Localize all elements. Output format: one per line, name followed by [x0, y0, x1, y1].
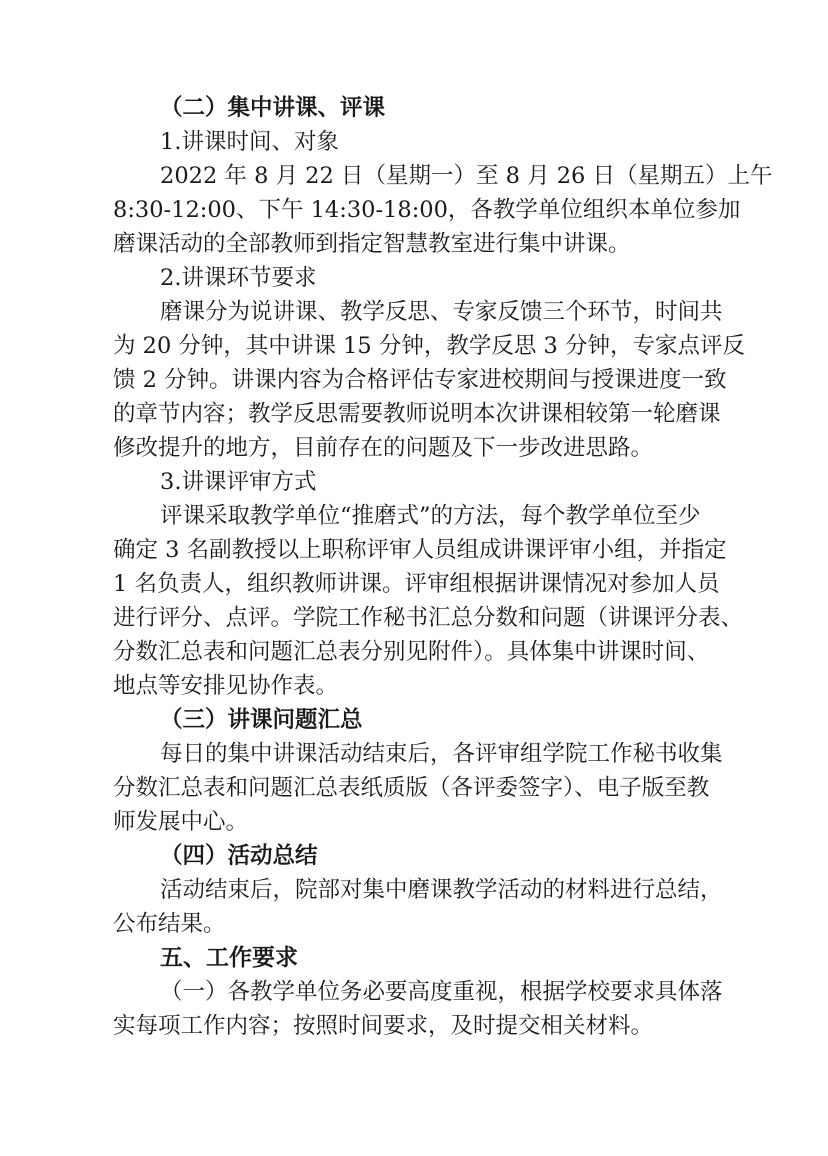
paragraph-line: 为 20 分钟，其中讲课 15 分钟，教学反思 3 分钟，专家点评反	[113, 333, 745, 359]
subheading-review-method: 3.讲课评审方式	[160, 469, 317, 495]
paragraph-line: 分数汇总表和问题汇总表分别见附件）。具体集中讲课时间、	[113, 639, 710, 665]
subheading-lecture-time: 1.讲课时间、对象	[160, 129, 339, 155]
paragraph-line: 磨课分为说讲课、教学反思、专家反馈三个环节，时间共	[160, 299, 723, 325]
section-heading-4: （四）活动总结	[160, 843, 318, 869]
section-heading-2: （二）集中讲课、评课	[160, 95, 386, 121]
paragraph-line: 馈 2 分钟。讲课内容为合格评估专家进校期间与授课进度一致	[113, 367, 727, 393]
paragraph-line: 活动结束后，院部对集中磨课教学活动的材料进行总结，	[160, 877, 723, 903]
paragraph-line: 地点等安排见协作表。	[113, 673, 339, 699]
paragraph-line: 8:30-12:00、下午 14:30-18:00，各教学单位组织本单位参加	[113, 197, 741, 223]
section-heading-3: （三）讲课问题汇总	[160, 707, 363, 733]
paragraph-line: 公布结果。	[113, 911, 226, 937]
paragraph-line: （一）各教学单位务必要高度重视，根据学校要求具体落	[160, 979, 723, 1005]
paragraph-line: 磨课活动的全部教师到指定智慧教室进行集中讲课。	[113, 231, 631, 257]
paragraph-line: 修改提升的地方，目前存在的问题及下一步改进思路。	[113, 435, 654, 461]
paragraph-line: 评课采取教学单位“推磨式”的方法，每个教学单位至少	[160, 503, 701, 529]
subheading-lecture-requirements: 2.讲课环节要求	[160, 265, 317, 291]
paragraph-line: 每日的集中讲课活动结束后，各评审组学院工作秘书收集	[160, 741, 723, 767]
section-heading-five: 五、工作要求	[160, 945, 298, 971]
paragraph-line: 实每项工作内容；按照时间要求，及时提交相关材料。	[113, 1013, 654, 1039]
paragraph-line: 确定 3 名副教授以上职称评审人员组成讲课评审小组，并指定	[113, 537, 727, 563]
paragraph-line: 进行评分、点评。学院工作秘书汇总分数和问题（讲课评分表、	[113, 605, 744, 631]
paragraph-line: 的章节内容；教学反思需要教师说明本次讲课相较第一轮磨课	[113, 401, 721, 427]
paragraph-line: 1 名负责人，组织教师讲课。评审组根据讲课情况对参加人员	[113, 571, 720, 597]
paragraph-line: 2022 年 8 月 22 日（星期一）至 8 月 26 日（星期五）上午	[160, 163, 773, 189]
paragraph-line: 分数汇总表和问题汇总表纸质版（各评委签字）、电子版至教	[113, 775, 710, 801]
paragraph-line: 师发展中心。	[113, 809, 249, 835]
